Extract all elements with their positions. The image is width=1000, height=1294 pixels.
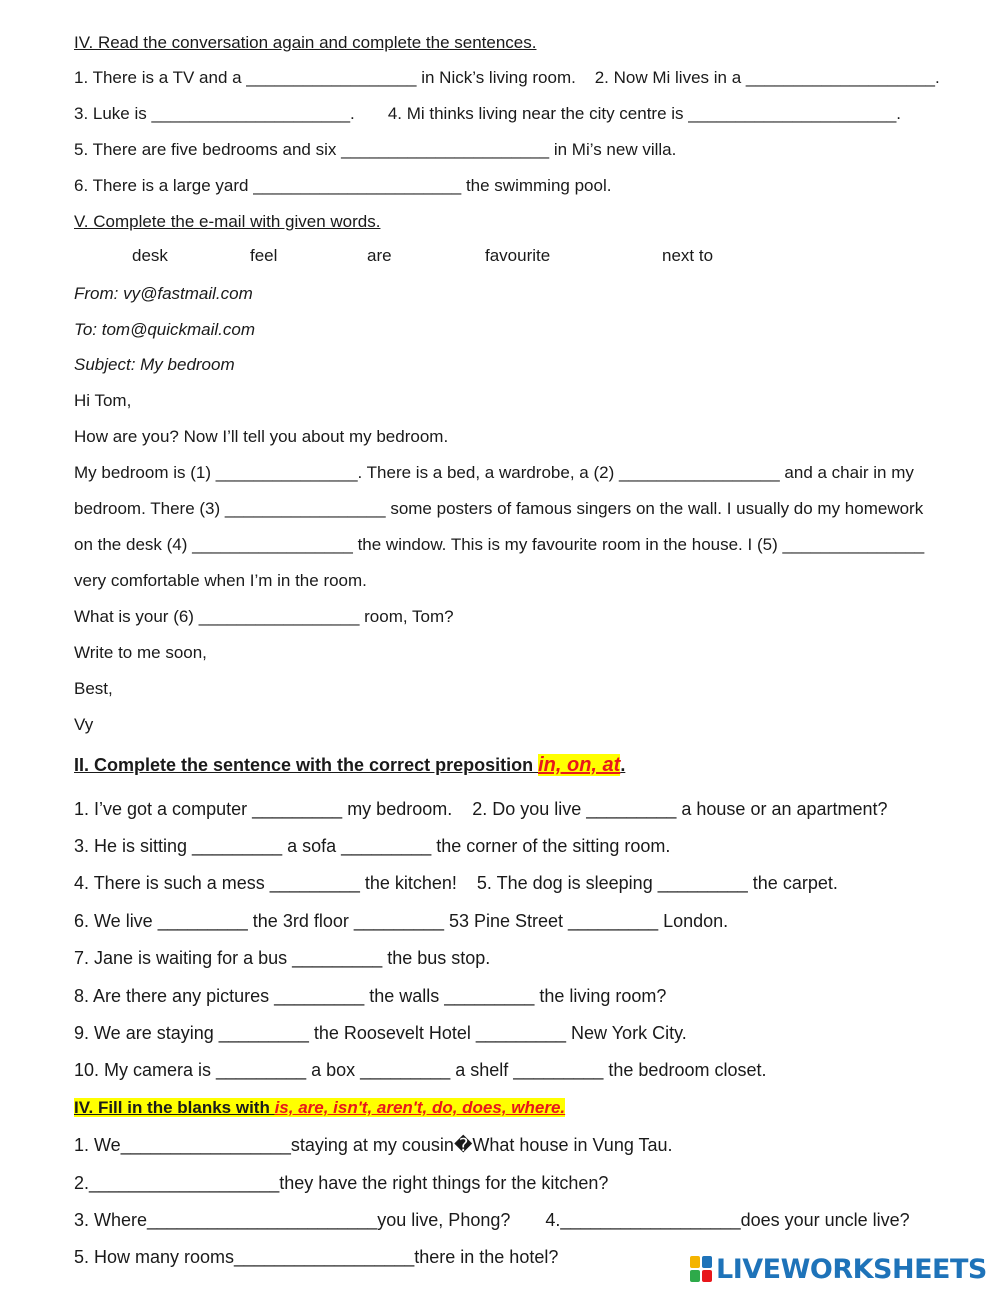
exercise-line: 3. Luke is _____________________. 4. Mi thinks living near the city centre is ______________________. [74,104,901,123]
email-paragraph: My bedroom is (1) _______________. There is a bed, a wardrobe, a (2) _________________ and a chair in my [74,463,914,482]
exercise-line: 9. We are staying _________ the Roosevelt Hotel _________ New York City. [74,1023,687,1043]
exercise-line: 2.___________________they have the right things for the kitchen? [74,1173,609,1193]
email-signature: Vy [74,715,94,734]
exercise-line: 7. Jane is waiting for a bus _________ the bus stop. [74,948,491,968]
heading-red-words: is, are, isn't, aren't, do, does, where. [274,1098,566,1117]
exercise-line: 6. We live _________ the 3rd floor _________ 53 Pine Street _________ London. [74,911,729,931]
exercise-line: 1. There is a TV and a __________________ in Nick’s living room. 2. Now Mi lives in a ____________________. [74,68,940,87]
word-bank-item: next to [662,246,714,265]
exercise-line: 1. I’ve got a computer _________ my bedroom. 2. Do you live _________ a house or an apartment? [74,799,888,819]
email-paragraph: very comfortable when I’m in the room. [74,571,367,590]
email-greeting: Hi Tom, [74,391,132,410]
heading-suffix: . [620,755,626,775]
exercise-line: 4. There is such a mess _________ the kitchen! 5. The dog is sleeping _________ the carpet. [74,873,838,893]
exercise-line: 3. He is sitting _________ a sofa _________ the corner of the sitting room. [74,836,671,856]
logo-text: LIVEWORKSHEETS [716,1253,987,1285]
liveworksheets-logo [690,1252,987,1286]
word-bank-item: desk [132,246,168,265]
email-paragraph: on the desk (4) _________________ the window. This is my favourite room in the house. I (5) _______________ [74,535,925,554]
exercise-line: 6. There is a large yard ______________________ the swimming pool. [74,176,612,195]
heading-prefix: II. Complete the sentence with the correct preposition [74,755,539,775]
heading-prefix: IV. Fill in the blanks with [74,1098,275,1117]
heading-highlight: in, on, at [538,754,621,776]
word-bank-item: are [367,246,392,265]
email-from: From: vy@fastmail.com [74,284,253,303]
word-bank-item: feel [250,246,278,265]
email-subject: Subject: My bedroom [74,355,235,374]
section-heading-fill-in [74,1097,565,1119]
email-paragraph: What is your (6) _________________ room, Tom? [74,607,454,626]
exercise-line: 8. Are there any pictures _________ the walls _________ the living room? [74,986,667,1006]
exercise-line: 1. We_________________staying at my cousin�What house in Vung Tau. [74,1135,673,1155]
email-closing: Write to me soon, [74,643,207,662]
logo-icon [690,1256,712,1282]
exercise-line: 5. How many rooms__________________there in the hotel? [74,1247,559,1267]
section-heading-reading: IV. Read the conversation again and complete the sentences. [74,33,537,52]
email-closing: Best, [74,679,113,698]
exercise-line: 10. My camera is _________ a box _________ a shelf _________ the bedroom closet. [74,1060,767,1080]
email-to: To: tom@quickmail.com [74,320,256,339]
email-paragraph: How are you? Now I’ll tell you about my bedroom. [74,427,449,446]
section-heading-prepositions [74,751,625,779]
exercise-line: 5. There are five bedrooms and six ______________________ in Mi’s new villa. [74,140,677,159]
section-heading-email: V. Complete the e-mail with given words. [74,212,381,231]
email-paragraph: bedroom. There (3) _________________ some posters of famous singers on the wall. I usually do my homework [74,499,924,518]
exercise-line: 3. Where_______________________you live, Phong? 4.__________________does your uncle live? [74,1210,910,1230]
word-bank-item: favourite [485,246,551,265]
